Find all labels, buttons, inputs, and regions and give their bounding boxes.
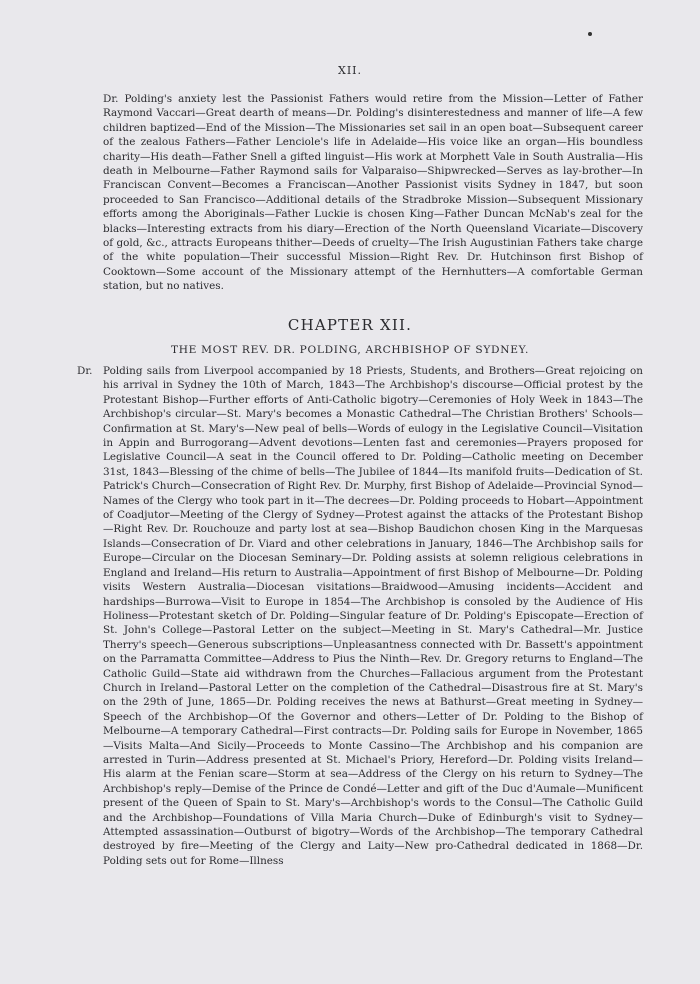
ink-speck: [588, 32, 592, 36]
page-number: XII.: [337, 64, 363, 77]
chapter-body-text: Polding sails from Liverpool accompanied by 18 Priests, Students, and Brothers—Great rejoicing on his arrival in Sydney the 10th of March, 1843—The Archbishop's discourse—Official protest by the Protestant Bishop—Further efforts of Anti-Catholic bigotry—Ceremonies of Holy Week in 1843—The Archbishop's circular—St. Mary's becomes a Monastic Cathedral—The Christian Brothers' Schools—Confirmation at St. Mary's—New peal of bells—Words of eulogy in the Legislative Council—Visitation in Appin and Burrogorang—Advent devotions—Lenten fast and ceremonies—Prayers proposed for Legislative Council—A seat in the Council offered to Dr. Polding—Catholic meeting on December 31st, 1843—Blessing of the chime of bells—The Jubilee of 1844—Its manifold fruits—Dedication of St. Patrick's Church—Consecration of Right Rev. Dr. Murphy, first Bishop of Adelaide—Provincial Synod—Names of the Clergy who took part in it—The decrees—Dr. Polding proceeds to Hobart—Appointment of Coadjutor—Meeting of the Clergy of Sydney—Protest against the attacks of the Protestant Bishop—Right Rev. Dr. Rouchouze and party lost at sea—Bishop Baudichon chosen King in the Marquesas Islands—Consecration of Dr. Viard and other celebrations in January, 1846—The Archbishop sails for Europe—Circular on the Diocesan Seminary—Dr. Polding assists at solemn religious celebrations in England and Ireland—His return to Australia—Appointment of first Bishop of Melbourne—Dr. Polding visits Western Australia—Diocesan visitations—Braidwood—Amusing incidents—Accident and hardships—Burrowa—Visit to Europe in 1854—The Archbishop is consoled by the Audience of His Holiness—Protestant sketch of Dr. Polding—Singular feature of Dr. Polding's Episcopate—Erection of St. John's College—Pastoral Letter on the subject—Meeting in St. Mary's Cathedral—Mr. Justice Therry's speech—Generous subscriptions—Unpleasantness connected with Dr. Bassett's appointment on the Parramatta Committee—Address to Pius the Ninth—Rev. Dr. Gregory returns to England—The Catholic Guild—State aid withdrawn from the Churches—Fallacious argument from the Protestant Church in Ireland—Pastoral Letter on the completion of the Cathedral—Disastrous fire at St. Mary's on the 29th of June, 1865—Dr. Polding receives the news at Bathurst—Great meeting in Sydney—Speech of the Archbishop—Of the Governor and others—Letter of Dr. Polding to the Bishop of Melbourne—A temporary Cathedral—First contracts—Dr. Polding sails for Europe in November, 1865—Visits Malta—And Sicily—Proceeds to Monte Cassino—The Archbishop and his companion are arrested in Turin—Address presented at St. Michael's Priory, Hereford—Dr. Polding visits Ireland—His alarm at the Fenian scare—Storm at sea—Address of the Clergy on his return to Sydney—The Archbishop's reply—Demise of the Prince de Condé—Letter and gift of the Duc d'Aumale—Munificent present of the Queen of Spain to St. Mary's—Archbishop's words to the Consul—The Catholic Guild and the Archbishop—Foundations of Villa Maria Church—Duke of Edinburgh's visit to Sydney—Attempted assassination—Outburst of bigotry—Words of the Archbishop—The temporary Cathedral destroyed by fire—Meeting of the Clergy and Laity—New pro-Cathedral dedicated in 1868—Dr. Polding sets out for Rome—Illness: [103, 365, 643, 867]
chapter-xii-summary: [77, 364, 643, 868]
lead-word: Dr.: [77, 365, 93, 377]
chapter-xi-summary: Dr. Polding's anxiety lest the Passionist Fathers would retire from the Mission—Letter of Father Raymond Vaccari—Great dearth of means—Dr. Polding's disinterestedness and manner of life—A few children baptized—End of the Mission—The Missionaries set sail in an open boat—Subsequent career of the zealous Fathers—Father Lenciole's life in Adelaide—His voice like an organ—His boundless charity—His death—Father Snell a gifted linguist—His work at Morphett Vale in South Australia—His death in Melbourne—Father Raymond sails for Valparaiso—Shipwrecked—Serves as lay-brother—In Franciscan Convent—Becomes a Franciscan—Another Passionist visits Sydney in 1847, but soon proceeded to San Francisco—Additional details of the Stradbroke Mission—Subsequent Missionary efforts among the Aboriginals—Father Luckie is chosen King—Father Duncan McNab's zeal for the blacks—Interesting extracts from his diary—Erection of the North Queensland Vicariate—Discovery of gold, &c., attracts Europeans thither—Deeds of cruelty—The Irish Augustinian Fathers take charge of the white population—Their successful Mission—Right Rev. Dr. Hutchinson first Bishop of Cooktown—Some account of the Missionary attempt of the Hernhutters—A comfortable German station, but no natives.: [103, 93, 643, 293]
chapter-subtitle: THE MOST REV. DR. POLDING, ARCHBISHOP OF SYDNEY.: [170, 344, 530, 356]
chapter-title: CHAPTER XII.: [287, 316, 413, 334]
